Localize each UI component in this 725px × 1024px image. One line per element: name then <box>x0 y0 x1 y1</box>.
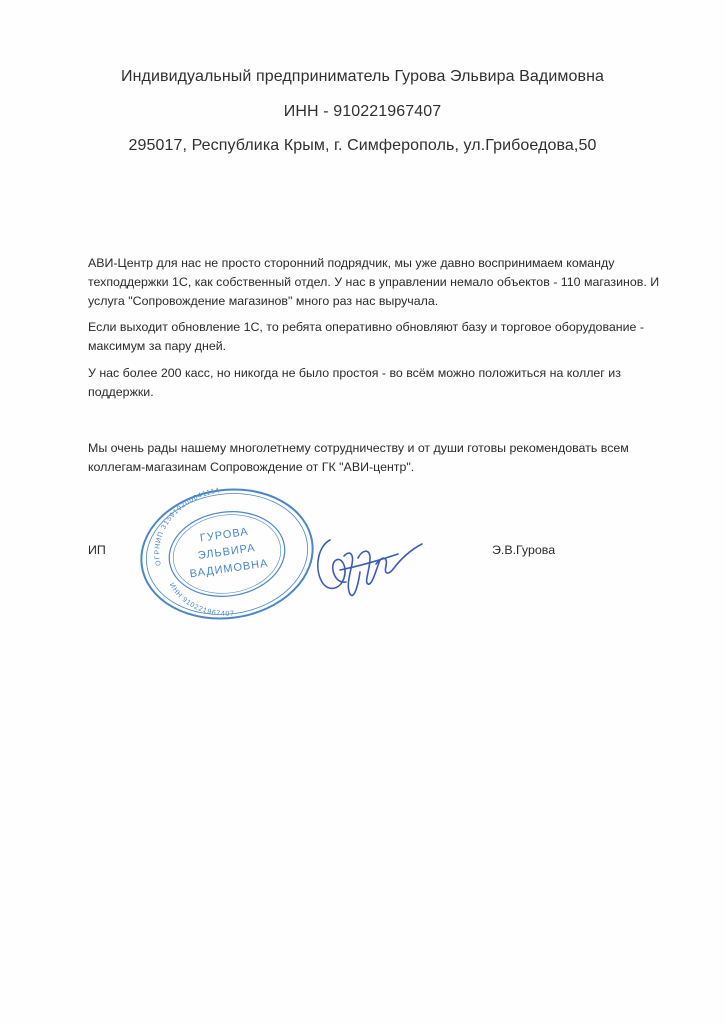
entrepreneur-name-heading: Индивидуальный предприниматель Гурова Эльвира Вадимовна <box>120 68 605 85</box>
paragraph-contractor <box>88 254 673 311</box>
paragraph-line: АВИ-Центр для нас не просто сторонний подрядчик, мы уже давно воспринимаем команду <box>88 256 615 270</box>
paragraph-line: поддержки. <box>88 385 154 399</box>
paragraph-line: Если выходит обновление 1С, то ребята оперативно обновляют базу и торговое оборудование - <box>88 320 645 334</box>
signer-name: Э.В.Гурова <box>492 543 556 557</box>
paragraph-line: техподдержки 1С, как собственный отдел. У нас в управлении немало объектов - 110 магазинов. И <box>88 275 660 289</box>
paragraph-line: максимум за пару дней. <box>88 339 227 353</box>
official-stamp <box>132 484 322 624</box>
paragraph-line: Мы очень рады нашему многолетнему сотрудничеству и от души готовы рекомендовать всем <box>88 441 629 455</box>
stamp-ring-top-text: ОГРНИП 315910200041114 <box>154 487 221 567</box>
paragraph-line: коллегам-магазинам Сопровождение от ГК "АВИ-центр". <box>88 460 415 474</box>
handwritten-signature <box>300 510 425 610</box>
stamp-firstname: ЭЛЬВИРА <box>197 542 257 563</box>
position-label: ИП <box>88 543 106 557</box>
paragraph-line: услуга "Сопровождение магазинов" много раз нас выручала. <box>88 294 439 308</box>
paragraph-line: У нас более 200 касс, но никогда не было простоя - во всём можно положиться на коллег из <box>88 366 621 380</box>
paragraph-registers <box>88 364 673 402</box>
address-heading: 295017, Республика Крым, г. Симферополь, ул.Грибоедова,50 <box>128 137 597 154</box>
stamp-surname: ГУРОВА <box>199 525 250 545</box>
stamp-patronymic: ВАДИМОВНА <box>188 557 270 581</box>
paragraph-updates <box>88 318 673 356</box>
paragraph-recommendation <box>88 439 673 477</box>
inn-heading: ИНН - 910221967407 <box>283 103 442 120</box>
stamp-ring-bottom-text: ИНН 910221967407 <box>167 581 236 618</box>
